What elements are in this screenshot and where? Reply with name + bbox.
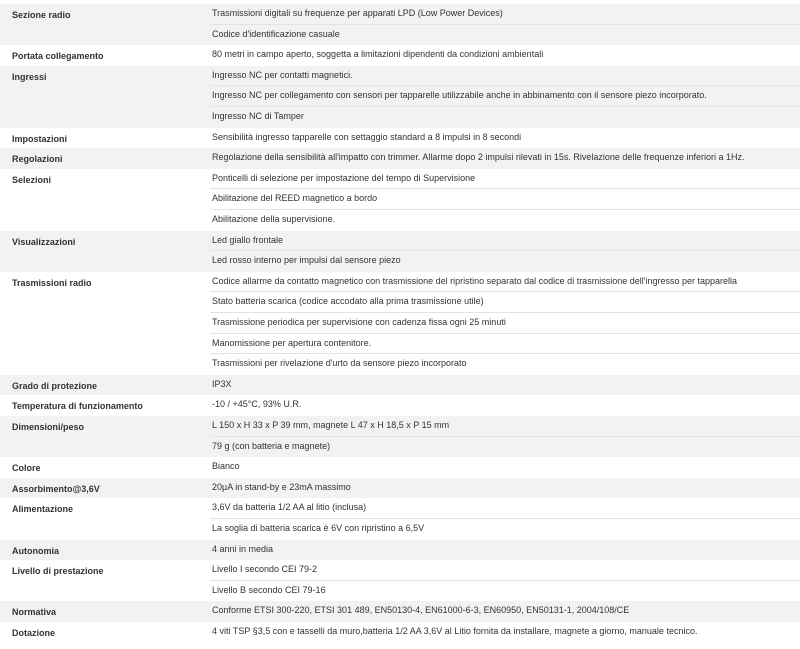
spec-value: Sensibilità ingresso tapparelle con settaggio standard a 8 impulsi in 8 secondi [212, 131, 522, 142]
spec-value: 3,6V da batteria 1/2 AA al litio (inclusa) [212, 502, 367, 513]
spec-value: La soglia di batteria scarica è 6V con ripristino a 6,5V [212, 522, 425, 533]
spec-label: Impostazioni [12, 133, 68, 144]
spec-row [0, 395, 800, 416]
spec-label: Colore [12, 463, 41, 474]
spec-value: Livello I secondo CEI 79-2 [212, 564, 318, 575]
spec-label: Trasmissioni radio [12, 277, 92, 288]
value-divider [210, 333, 800, 334]
spec-label: Autonomia [12, 545, 59, 556]
spec-value: 20µA in stand-by e 23mA massimo [212, 481, 351, 492]
spec-row [0, 375, 800, 396]
spec-value: 4 anni in media [212, 543, 274, 554]
spec-value: Stato batteria scarica (codice accodato alla prima trasmissione utile) [212, 296, 484, 307]
spec-row [0, 148, 800, 169]
spec-row [0, 272, 800, 375]
spec-value: Manomissione per apertura contenitore. [212, 337, 372, 348]
spec-row [0, 540, 800, 561]
spec-value: Ingresso NC per contatti magnetici. [212, 69, 353, 80]
spec-value: -10 / +45°C, 93% U.R. [212, 399, 302, 410]
spec-label: Dotazione [12, 628, 56, 638]
spec-value: Trasmissione periodica per supervisione con cadenza fissa ogni 25 minuti [212, 316, 506, 327]
value-divider [210, 85, 800, 86]
spec-value: Abilitazione del REED magnetico a bordo [212, 193, 378, 204]
value-divider [210, 353, 800, 354]
spec-label: Grado di protezione [12, 380, 98, 391]
spec-label: Dimensioni/peso [12, 422, 85, 432]
spec-value: Codice allarme da contatto magnetico con trasmissione del ripristino separato dal codice di trasmissione dell'ingresso per tapparella [212, 275, 737, 286]
spec-value: 80 metri in campo aperto, soggetta a limitazioni dipendenti da condizioni ambientali [212, 49, 544, 60]
spec-value: IP3X [212, 378, 232, 389]
spec-row [0, 622, 800, 643]
value-divider [210, 436, 800, 437]
spec-value: Trasmissioni per rivelazione d'urto da sensore piezo incorporato [212, 358, 467, 369]
spec-value: Livello B secondo CEI 79-16 [212, 584, 326, 595]
spec-row [0, 66, 800, 128]
value-divider [210, 209, 800, 210]
spec-value: Regolazione della sensibilità all'impatto con trimmer. Allarme dopo 2 impulsi rilevati in 15s. Rivelazione delle frequenze inferiori a 1Hz. [212, 152, 745, 163]
spec-label: Visualizzazioni [12, 236, 76, 247]
spec-label: Temperatura di funzionamento [12, 401, 143, 412]
spec-row [0, 45, 800, 66]
spec-value: Codice d'identificazione casuale [212, 28, 340, 39]
value-divider [210, 106, 800, 107]
spec-value: 79 g (con batteria e magnete) [212, 440, 331, 451]
spec-value: Ingresso NC per collegamento con sensori per tapparelle utilizzabile anche in abbinamento con il sensore piezo incorporato. [212, 90, 707, 101]
spec-label: Sezione radio [12, 10, 71, 20]
spec-value: Ponticelli di selezione per impostazione del tempo di Supervisione [212, 172, 476, 183]
spec-row [0, 601, 800, 622]
spec-label: Alimentazione [12, 504, 74, 515]
spec-row [0, 560, 800, 601]
value-divider [210, 291, 800, 292]
spec-row [0, 478, 800, 499]
value-divider [210, 518, 800, 519]
spec-value: Trasmissioni digitali su frequenze per apparati LPD (Low Power Devices) [212, 8, 503, 18]
spec-row [0, 231, 800, 272]
value-divider [210, 580, 800, 581]
spec-row [0, 128, 800, 149]
spec-value: Bianco [212, 461, 240, 472]
spec-value: L 150 x H 33 x P 39 mm, magnete L 47 x H 18,5 x P 15 mm [212, 420, 450, 430]
spec-row [0, 169, 800, 231]
value-divider [210, 250, 800, 251]
spec-value: Ingresso NC di Tamper [212, 110, 304, 121]
spec-label: Livello di prestazione [12, 566, 104, 577]
spec-label: Portata collegamento [12, 51, 104, 62]
spec-row [0, 457, 800, 478]
spec-label: Normativa [12, 607, 57, 618]
spec-row [0, 498, 800, 539]
spec-value: 4 viti TSP §3,5 con e tasselli da muro,batteria 1/2 AA 3,6V al Litio fornita da installare, magnete a giorno, manuale tecnico. [212, 626, 698, 636]
spec-label: Regolazioni [12, 154, 63, 165]
spec-value: Conforme ETSI 300-220, ETSI 301 489, EN50130-4, EN61000-6-3, EN60950, EN50131-1, 2004/108/CE [212, 605, 630, 616]
spec-value: Led rosso interno per impulsi dal sensore piezo [212, 255, 401, 266]
value-divider [210, 312, 800, 313]
value-divider [210, 188, 800, 189]
spec-label: Assorbimento@3,6V [12, 483, 100, 494]
spec-value: Abilitazione della supervisione. [212, 213, 336, 224]
spec-value: Led giallo frontale [212, 234, 284, 245]
spec-row [0, 416, 800, 457]
value-divider [210, 24, 800, 25]
spec-label: Ingressi [12, 71, 47, 82]
spec-label: Selezioni [12, 174, 52, 185]
spec-row [0, 4, 800, 45]
